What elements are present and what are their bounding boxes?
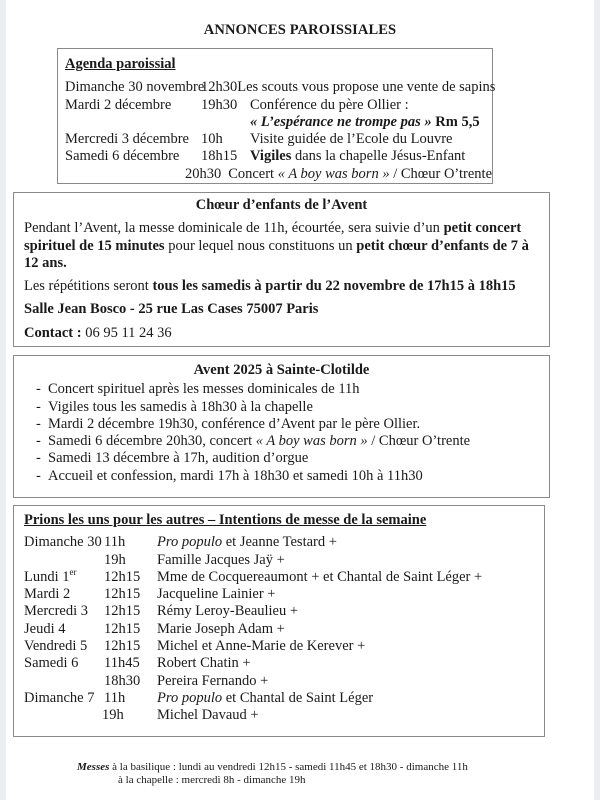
intention-time: 18h30 xyxy=(104,672,141,689)
dash-bullet-icon: - xyxy=(36,467,41,484)
contact-label: Contact : xyxy=(24,324,82,341)
intention-day: Vendredi 5 xyxy=(24,638,88,655)
intention-time: 12h15 xyxy=(104,620,141,637)
list-item xyxy=(24,433,539,450)
intention-day: Dimanche 7 xyxy=(24,689,95,706)
dash-bullet-icon: - xyxy=(36,415,41,432)
intention-row xyxy=(24,655,534,672)
agenda-date: Mardi 2 décembre xyxy=(65,96,172,113)
concert-title: « A boy was born » xyxy=(255,433,368,450)
intention-desc: Pereira Fernando + xyxy=(157,672,269,689)
intention-day: Dimanche 30 xyxy=(24,534,102,551)
intention-desc: Marie Joseph Adam + xyxy=(157,620,285,637)
intention-row xyxy=(24,569,534,586)
intention-day: Samedi 6 xyxy=(24,655,79,672)
list-item xyxy=(24,450,539,467)
agenda-desc xyxy=(250,148,492,165)
agenda-desc-text: dans la chapelle Jésus-Enfant xyxy=(291,148,466,165)
contact-phone: 06 95 11 24 36 xyxy=(81,324,172,341)
agenda-time: 19h30 xyxy=(201,96,238,113)
address-text: Salle Jean Bosco - 25 rue Las Cases 75007 Paris xyxy=(24,301,319,318)
agenda-time: 20h30 xyxy=(184,165,222,182)
intention-day xyxy=(24,673,104,690)
text: Samedi 6 décembre 20h30, concert xyxy=(48,433,256,450)
intention-row xyxy=(24,690,534,707)
text: à la basilique : lundi au vendredi 12h15 - samedi 11h45 et 18h30 - dimanche 11h xyxy=(109,761,468,773)
conference-title: « L’espérance ne trompe pas » xyxy=(250,113,432,130)
agenda-heading: Agenda paroissial xyxy=(65,56,176,72)
list-item xyxy=(24,416,539,433)
agenda-row xyxy=(65,148,492,165)
agenda-date xyxy=(65,166,185,183)
vigiles-label: Vigiles xyxy=(250,148,292,165)
agenda-row xyxy=(65,166,492,183)
list-item-text: Vigiles tous les samedis à 18h30 à la chapelle xyxy=(48,398,313,415)
contact xyxy=(24,325,539,342)
agenda-date: Mercredi 3 décembre xyxy=(65,131,189,148)
intention-row xyxy=(24,586,534,603)
bold-text: petit chœur d’enfants de 7 à 12 ans. xyxy=(24,237,529,271)
agenda-desc-text: / Chœur O’trente xyxy=(389,165,492,182)
list-item-text: Concert spirituel après les messes dominicales de 11h xyxy=(48,381,360,398)
page xyxy=(6,0,594,800)
intention-time: 12h15 xyxy=(104,586,141,603)
agenda-row xyxy=(65,114,492,131)
intentions-heading: Prions les uns pour les autres – Intentions de messe de la semaine xyxy=(24,512,427,528)
agenda-time: 12h30 xyxy=(201,79,238,96)
intention-row xyxy=(24,534,534,551)
bold-text: tous les samedis à partir du 22 novembre de 17h15 à 18h15 xyxy=(152,278,516,295)
intention-time: 12h15 xyxy=(104,638,141,655)
agenda-time: 10h xyxy=(201,131,223,148)
text: et Chantal de Saint Léger xyxy=(222,689,374,706)
bible-reference: Rm 5,5 xyxy=(431,113,480,130)
choeur-box xyxy=(13,192,550,347)
address xyxy=(24,301,539,318)
agenda-desc: Visite guidée de l’Ecole du Louvre xyxy=(250,131,453,148)
avent-heading: Avent 2025 à Sainte-Clotilde xyxy=(193,362,370,378)
intention-day: Jeudi 4 xyxy=(24,620,66,637)
text: Les répétitions seront xyxy=(24,278,153,295)
intention-desc: Robert Chatin + xyxy=(157,655,251,672)
intention-row xyxy=(24,673,534,690)
intention-row xyxy=(24,638,534,655)
dash-bullet-icon: - xyxy=(36,381,41,398)
text: pour lequel nous constituons un xyxy=(164,237,357,254)
dash-bullet-icon: - xyxy=(36,433,41,450)
ordinal-suffix: er xyxy=(69,567,77,578)
intention-day xyxy=(24,707,104,724)
intention-day xyxy=(24,569,104,586)
intention-desc xyxy=(157,534,534,551)
intention-desc: Famille Jacques Jaÿ + xyxy=(157,551,285,568)
agenda-row xyxy=(65,79,496,96)
intention-time: 11h45 xyxy=(104,655,140,672)
choeur-heading: Chœur d’enfants de l’Avent xyxy=(195,197,368,213)
avent-box xyxy=(13,355,550,498)
mass-schedule-footer xyxy=(6,761,594,787)
agenda-date: Samedi 6 décembre xyxy=(65,148,180,165)
agenda-time: 18h15 xyxy=(201,148,238,165)
agenda-time xyxy=(201,114,250,131)
document-title: ANNONCES PAROISSIALES xyxy=(203,22,397,38)
list-item-text xyxy=(48,433,470,450)
agenda-desc: Les scouts vous propose une vente de sapins xyxy=(237,79,496,96)
intention-row xyxy=(24,707,534,724)
footer-line-2: à la chapelle : mercredi 8h - dimanche 19h xyxy=(118,774,306,786)
rehearsal-paragraph xyxy=(24,278,539,295)
list-item xyxy=(24,468,539,485)
agenda-desc xyxy=(228,166,492,183)
agenda-desc: Conférence du père Ollier : xyxy=(250,96,409,113)
text: Pendant l’Avent, la messe dominicale de 11h, écourtée, sera suivie d’un xyxy=(24,220,444,237)
bold-text: petit concert spirituel de 15 minutes xyxy=(24,220,522,254)
dash-bullet-icon: - xyxy=(36,450,41,467)
intention-time: 19h xyxy=(104,551,126,568)
footer-label: Messes xyxy=(77,761,110,773)
intention-desc: Michel Davaud + xyxy=(157,707,259,724)
intention-time: 11h xyxy=(104,689,126,706)
intention-desc xyxy=(157,690,534,707)
intention-day: Mardi 2 xyxy=(24,586,71,603)
intention-time: 12h15 xyxy=(104,603,141,620)
intention-desc: Jacqueline Lainier + xyxy=(157,586,276,603)
agenda-date xyxy=(65,114,201,131)
agenda-box xyxy=(57,48,496,184)
avent-list xyxy=(24,381,539,485)
intention-time: 11h xyxy=(104,534,126,551)
list-item xyxy=(24,399,539,416)
intention-row xyxy=(24,552,534,569)
intention-desc: Rémy Leroy-Beaulieu + xyxy=(157,603,299,620)
intention-desc: Mme de Cocquereaumont + et Chantal de Saint Léger + xyxy=(157,568,483,585)
pro-populo: Pro populo xyxy=(157,689,223,706)
intention-row xyxy=(24,603,534,620)
list-item xyxy=(24,381,539,398)
intention-time: 19h xyxy=(102,707,124,724)
footer-line-1 xyxy=(6,761,594,774)
intention-day: Mercredi 3 xyxy=(24,603,89,620)
agenda-date: Dimanche 30 novembre xyxy=(65,79,205,96)
list-item-text: Accueil et confession, mardi 17h à 18h30 et samedi 10h à 11h30 xyxy=(48,467,423,484)
intention-desc: Michel et Anne-Marie de Kerever + xyxy=(157,638,366,655)
agenda-row xyxy=(65,97,492,114)
text: Lundi 1 xyxy=(24,568,70,585)
intentions-box xyxy=(13,505,545,737)
agenda-row xyxy=(65,131,492,148)
concert-title: « A boy was born » xyxy=(277,165,390,182)
pro-populo: Pro populo xyxy=(157,534,223,551)
text: et Jeanne Testard + xyxy=(222,534,337,551)
agenda-desc-text: Concert xyxy=(228,165,278,182)
intention-day xyxy=(24,552,104,569)
list-item-text: Mardi 2 décembre 19h30, conférence d’Avent par le père Ollier. xyxy=(48,415,421,432)
dash-bullet-icon: - xyxy=(36,398,41,415)
intention-time: 12h15 xyxy=(104,568,141,585)
text: / Chœur O’trente xyxy=(367,433,471,450)
choeur-paragraph xyxy=(24,220,539,272)
intention-row xyxy=(24,621,534,638)
agenda-desc xyxy=(250,114,492,131)
list-item-text: Samedi 13 décembre à 17h, audition d’orgue xyxy=(48,450,309,467)
